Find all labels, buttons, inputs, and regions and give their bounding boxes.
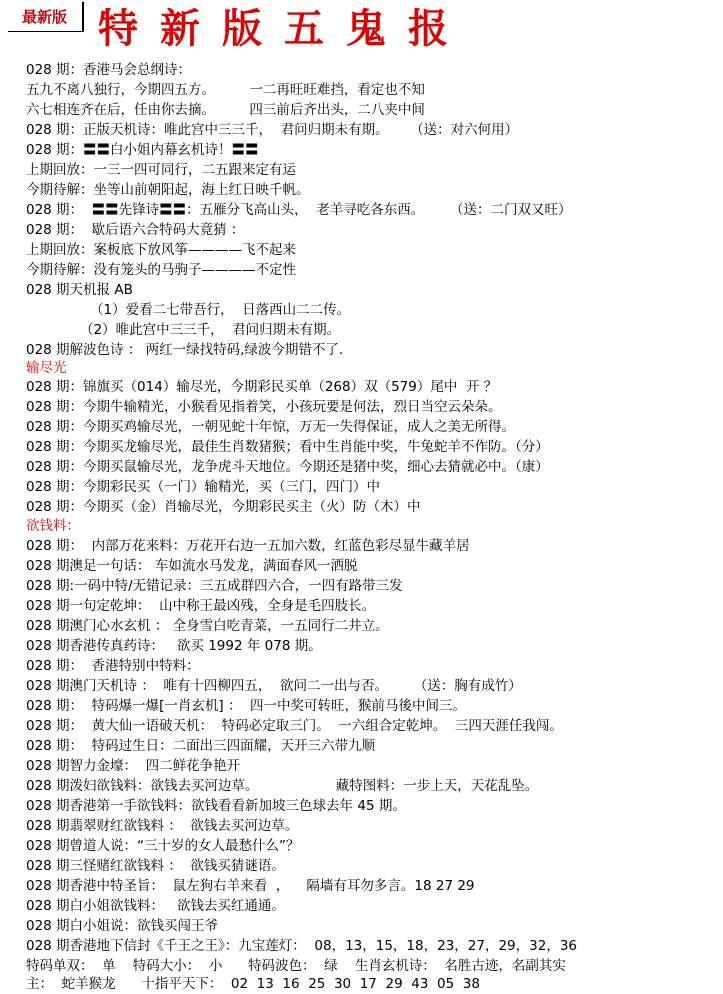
text-line: 028 期香港地下信封《千王之王》：九宝莲灯： 08，13，15，18，23，27，29，32，36 bbox=[26, 938, 577, 954]
text-line: 028 期：香港马会总纲诗： bbox=[26, 62, 192, 78]
text-line: 028 期澳门心水玄机 ： 全身雪白吃青菜，一五同行二井立。 bbox=[26, 618, 389, 634]
text-line: 028 期白小姐说：欲钱买闯王爷 bbox=[26, 918, 219, 934]
text-line: 028 期： 内部万花来料：万花开右边一五加六数，红蓝色彩尽显牛藏羊居 bbox=[26, 538, 470, 554]
text-line: 028 期：今期牛输精光，小猴看见指着笑，小孩玩要是何法，烈日当空云朵朵。 bbox=[26, 399, 502, 415]
text-line: 五九不离八独行，今期四五方。 一二再旺旺难挡，看定也不知 bbox=[26, 82, 425, 98]
text-line: 028 期三怪赌红欲钱料 ： 欲钱买猜谜语。 bbox=[26, 858, 285, 874]
text-line: 028 期：今期买鸡输尽光，一朝见蛇十年惊，万无一失得保证，成人之美无所得。 bbox=[26, 419, 516, 435]
text-line: 028 期： 特码爆一爆[一肖玄机] ： 四一中奖可转旺，猴前马後中间三。 bbox=[26, 698, 467, 714]
text-line: 今期待解：没有笼头的马驹子————不定性 bbox=[26, 262, 296, 278]
text-line: 028 期解波色诗 ： 两红一绿找特码,绿波今期错不了. bbox=[26, 342, 344, 358]
section-heading: 输尽光 bbox=[26, 360, 67, 376]
text-line: 028 期澳足一句话： 车如流水马发龙，满面春风一洒脱 bbox=[26, 558, 358, 574]
latest-edition-badge: 最新版 bbox=[8, 2, 84, 32]
text-line: 028 期翡翠财红欲钱料 ： 欲钱去买河边草。 bbox=[26, 818, 299, 834]
text-line: 028 期：今期买（金）肖输尽光，今期彩民买主（火）防（木）中 bbox=[26, 499, 421, 515]
text-line: 六七相连齐在后，任由你去摘。 四三前后齐出头，二八夹中间 bbox=[26, 102, 425, 118]
text-line: （1）爱看二七带吾行， 日落西山二二传。 bbox=[90, 302, 351, 318]
text-line: 028 期香港传真药诗： 欲买 1992 年 078 期。 bbox=[26, 638, 322, 654]
text-line: 特码单双： 单 特码大小： 小 特码波色： 绿 生肖玄机诗： 名胜古迹，名副其实 bbox=[26, 958, 566, 974]
text-line: 028 期： 歇后语六合特码大竟猜 ： bbox=[26, 222, 245, 238]
text-line: 028 期：今期买龙输尽光，最佳生肖数猪猴；看中生肖能中奖，牛兔蛇羊不作防。（分） bbox=[26, 439, 549, 455]
text-line: 上期回放：一三一四可同行，二五跟来定有运 bbox=[26, 162, 296, 178]
text-line: 028 期： 〓〓先锋诗〓〓：五雁分飞高山头， 老羊寻吃各东西。 （送：二门双又旺） bbox=[26, 202, 572, 218]
section-heading: 欲钱料： bbox=[26, 518, 80, 534]
text-line: 028 期一句定乾坤： 山中称王最凶残，全身是毛四肢长。 bbox=[26, 598, 376, 614]
text-line: 028 期曾道人说：“三十岁的女人最愁什么”？ bbox=[26, 838, 300, 854]
text-line: 028 期天机报 AB bbox=[26, 282, 133, 298]
text-line: 028 期：锦旗买（014）输尽光，今期彩民买单（268）双（579）尾中 开 ？ bbox=[26, 379, 498, 395]
text-line: 028 期： 特码过生日：二面出三四面耀，天开三六带九顺 bbox=[26, 738, 376, 754]
text-line: 028 期智力金壕： 四二鲜花争艳开 bbox=[26, 758, 241, 774]
text-line: 028 期：正版天机诗：唯此宫中三三千， 君问归期未有期。 （送：对六何用） bbox=[26, 122, 519, 138]
text-line: 主： 蛇羊猴龙 十指平天下： 02 13 16 25 30 17 29 43 05 38 bbox=[26, 976, 480, 992]
text-line: 028 期香港第一手欲钱料：欲钱看看新加坡三色球去年 45 期。 bbox=[26, 798, 406, 814]
text-line: （2）唯此宫中三三千， 君问归期未有期。 bbox=[80, 322, 341, 338]
text-line: 今期待解：坐等山前朝阳起，海上红日映千帆。 bbox=[26, 182, 310, 198]
text-line: 028 期白小姐欲钱料： 欲钱去买红通通。 bbox=[26, 898, 285, 914]
text-line: 028 期香港中特圣旨： 鼠左狗右羊来看 ， 隔墙有耳勿多言。18 27 29 bbox=[26, 878, 475, 894]
text-line: 028 期： 香港特别中特料： bbox=[26, 658, 200, 674]
text-line: 028 期:一码中特/无错记录：三五成群四六合，一四有路带三发 bbox=[26, 578, 403, 594]
text-line: 028 期：〓〓白小姐内幕玄机诗！〓〓 bbox=[26, 142, 259, 158]
text-line: 上期回放：案板底下放风筝————飞不起来 bbox=[26, 242, 296, 258]
page-title: 特新版五鬼报 bbox=[98, 5, 470, 52]
text-line: 028 期：今期彩民买（一门）输精光，买（三门，四门）中 bbox=[26, 479, 381, 495]
text-line: 028 期：今期买鼠输尽光，龙争虎斗天地位。今期还是猪中奖，细心去猜就必中。（康） bbox=[26, 459, 549, 475]
text-line: 028 期泼妇欲钱料：欲钱去买河边草。 藏特图料：一步上天，天花乱坠。 bbox=[26, 778, 539, 794]
text-line: 028 期澳门天机诗 ： 唯有十四柳四五， 欲问二一出与否。 （送：胸有成竹） bbox=[26, 678, 522, 694]
text-line: 028 期： 黄大仙一语破天机： 特码必定取三门。 一六组合定乾坤。 三四天涯任我闯。 bbox=[26, 718, 563, 734]
